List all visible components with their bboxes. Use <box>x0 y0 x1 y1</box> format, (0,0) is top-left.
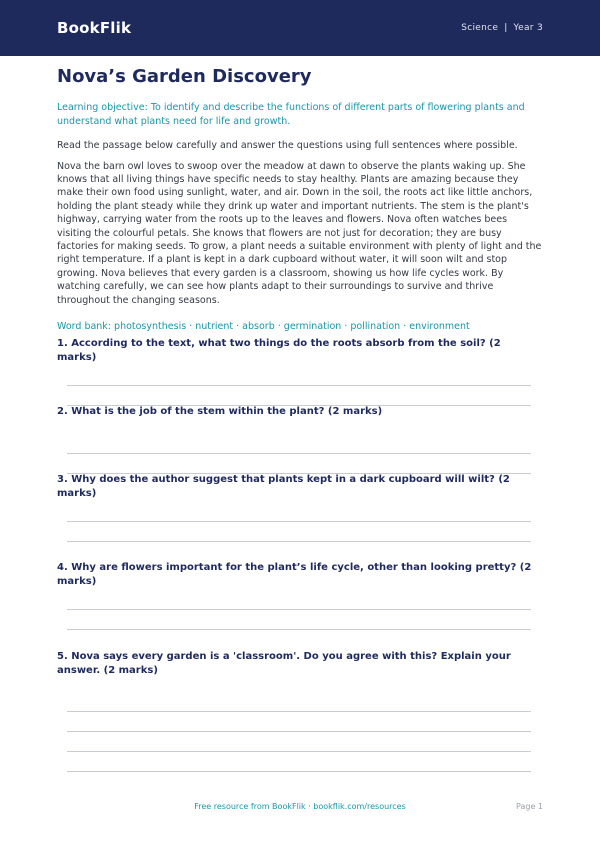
question-3: 3. Why does the author suggest that plants kept in a dark cupboard will wilt? (2 marks) <box>57 474 510 499</box>
question-5: 5. Nova says every garden is a 'classroom'. Do you agree with this? Explain your answer. (2 marks) <box>57 651 511 676</box>
page-title: Nova’s Garden Discovery <box>57 66 312 87</box>
answer-line[interactable] <box>67 453 531 454</box>
answer-line[interactable] <box>67 711 531 712</box>
page-number: Page 1 <box>516 802 543 811</box>
brand-logo: BookFlik <box>57 19 132 37</box>
answer-line[interactable] <box>67 751 531 752</box>
answer-line[interactable] <box>67 771 531 772</box>
worksheet-body <box>57 66 543 333</box>
learning-objective: Learning objective: To identify and describe the functions of different parts of flowering plants and understand what plants need for life and growth. <box>57 102 525 127</box>
answer-line[interactable] <box>67 521 531 522</box>
answer-line[interactable] <box>67 385 531 386</box>
subject-year-label <box>461 23 543 33</box>
page-header <box>0 0 600 56</box>
word-bank: Word bank: photosynthesis · nutrient · absorb · germination · pollination · environment <box>57 320 470 332</box>
reading-passage: Nova the barn owl loves to swoop over the meadow at dawn to observe the plants waking up. She knows that all living things have specific needs to stay healthy. Plants are amazing because they make their own food using sunlight, water, and air. Down in the soil, the roots act like little anchors, holding the plant steady while they drink up water and important nutrients. The stem is the plant's highway, carrying water from the roots up to the leaves and flowers. Nova often watches bees visiting the colourful petals. She knows that flowers are not just for decoration; they are busy factories for making seeds. To grow, a plant needs a suitable environment with plenty of light and the right temperature. If a plant is kept in a dark cupboard without water, it will soon wilt and stop growing. Nova believes that every garden is a classroom, showing us how life cycles work. By watching carefully, we can see how plants adapt to their surroundings to survive and thrive throughout the changing seasons. <box>57 160 542 306</box>
subject-label: Science <box>461 23 499 33</box>
answer-line[interactable] <box>67 609 531 610</box>
meta-separator: | <box>504 23 508 33</box>
answer-line[interactable] <box>67 541 531 542</box>
answer-line[interactable] <box>67 731 531 732</box>
answer-line[interactable] <box>67 629 531 630</box>
instructions: Read the passage below carefully and answer the questions using full sentences where possible. <box>57 140 518 151</box>
footer-resource-link[interactable]: Free resource from BookFlik · bookflik.com/resources <box>194 802 406 811</box>
year-label: Year 3 <box>513 23 543 33</box>
question-4: 4. Why are flowers important for the plant’s life cycle, other than looking pretty? (2 marks) <box>57 562 532 587</box>
question-2: 2. What is the job of the stem within the plant? (2 marks) <box>57 406 383 417</box>
question-1: 1. According to the text, what two things do the roots absorb from the soil? (2 marks) <box>57 338 501 363</box>
